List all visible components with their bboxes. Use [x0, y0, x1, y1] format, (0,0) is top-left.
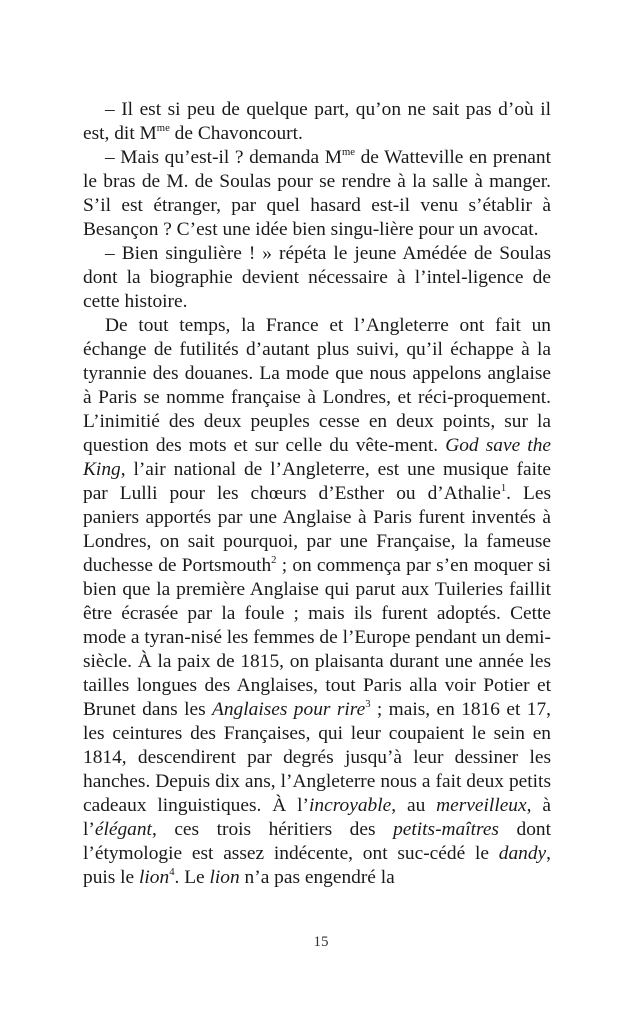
superscript: 2	[271, 554, 277, 566]
italic-text: lion	[209, 867, 240, 888]
paragraph	[83, 146, 551, 242]
paragraph	[83, 314, 551, 890]
text-run: de Watteville en prenant le bras de M. de Soulas pour se rendre à la salle à manger. S’il est étranger, par quel hasard est-il venu s’établir à Besançon ? C’est une idée bien singu-lière pour un avocat.	[83, 147, 551, 240]
text-run: , puis le	[83, 843, 551, 888]
paragraph	[83, 242, 551, 314]
italic-text: God save the King	[83, 435, 551, 480]
text-run: . Les paniers apportés par une Anglaise à Paris furent inventés à Londres, on sait pourquoi, par une Française, la fameuse duchesse de Portsmouth	[83, 483, 551, 576]
italic-text: incroyable	[309, 795, 392, 816]
text-run: . Le	[174, 867, 210, 888]
text-run: n’a pas engendré la	[239, 867, 395, 888]
text-run: , au	[391, 795, 437, 816]
italic-text: merveilleux	[436, 795, 527, 816]
italic-text: lion	[139, 867, 170, 888]
text-run: De tout temps, la France et l’Angleterre ont fait un échange de futilités d’autant plus suivi, qu’il échappe à la tyrannie des douanes. La mode que nous appelons anglaise à Paris se nomme française à Londres, et réci-proquement. L’inimitié des deux peuples cesse en deux points, sur la question des mots et sur celle du vête-ment.	[83, 315, 551, 456]
italic-text: élégant	[94, 819, 152, 840]
text-run: dont l’étymologie est assez indécente, ont suc-cédé le	[83, 819, 551, 864]
text-run: , l’air national de l’Angleterre, est une musique faite par Lulli pour les chœurs d’Esther ou d’Athalie	[83, 459, 551, 504]
body-text	[83, 98, 551, 890]
italic-text: petits-maîtres	[393, 819, 499, 840]
text-run: de Chavoncourt.	[169, 123, 303, 144]
text-run: , ces trois héritiers des	[151, 819, 394, 840]
text-run: ; mais, en 1816 et 17, les ceintures des Françaises, qui leur coupaient le sein en 1814, descendirent par degrés jusqu’à leur dessiner les hanches. Depuis dix ans, l’Angleterre nous a fait deux petits cadeaux linguistiques. À l’	[83, 699, 551, 816]
text-run: – Bien singulière ! » répéta le jeune Amédée de Soulas dont la biographie devient nécessaire à l’intel-ligence de cette histoire.	[83, 243, 551, 312]
paragraph	[83, 98, 551, 146]
superscript: 4	[169, 866, 175, 878]
italic-text: dandy	[498, 843, 547, 864]
superscript: me	[156, 122, 170, 134]
text-run: ; on commença par s’en moquer si bien que la première Anglaise qui parut aux Tuileries faillit être écrasée par la foule ; mais ils furent adoptés. Cette mode a tyran-nisé les femmes de l’Europe pendant un demi-siècle. À la paix de 1815, on plaisanta durant une année les tailles longues des Anglaises, tout Paris alla voir Potier et Brunet dans les	[83, 555, 551, 720]
superscript: me	[341, 146, 355, 158]
page-number: 15	[313, 934, 329, 950]
text-run: – Mais qu’est-il ? demanda M	[105, 147, 342, 168]
superscript: 1	[500, 482, 507, 494]
superscript: 3	[365, 698, 371, 710]
text-run: – Il est si peu de quelque part, qu’on ne sait pas d’où il est, dit M	[83, 99, 551, 144]
italic-text: Anglaises pour rire	[212, 699, 366, 720]
text-run: , à l’	[83, 795, 551, 840]
